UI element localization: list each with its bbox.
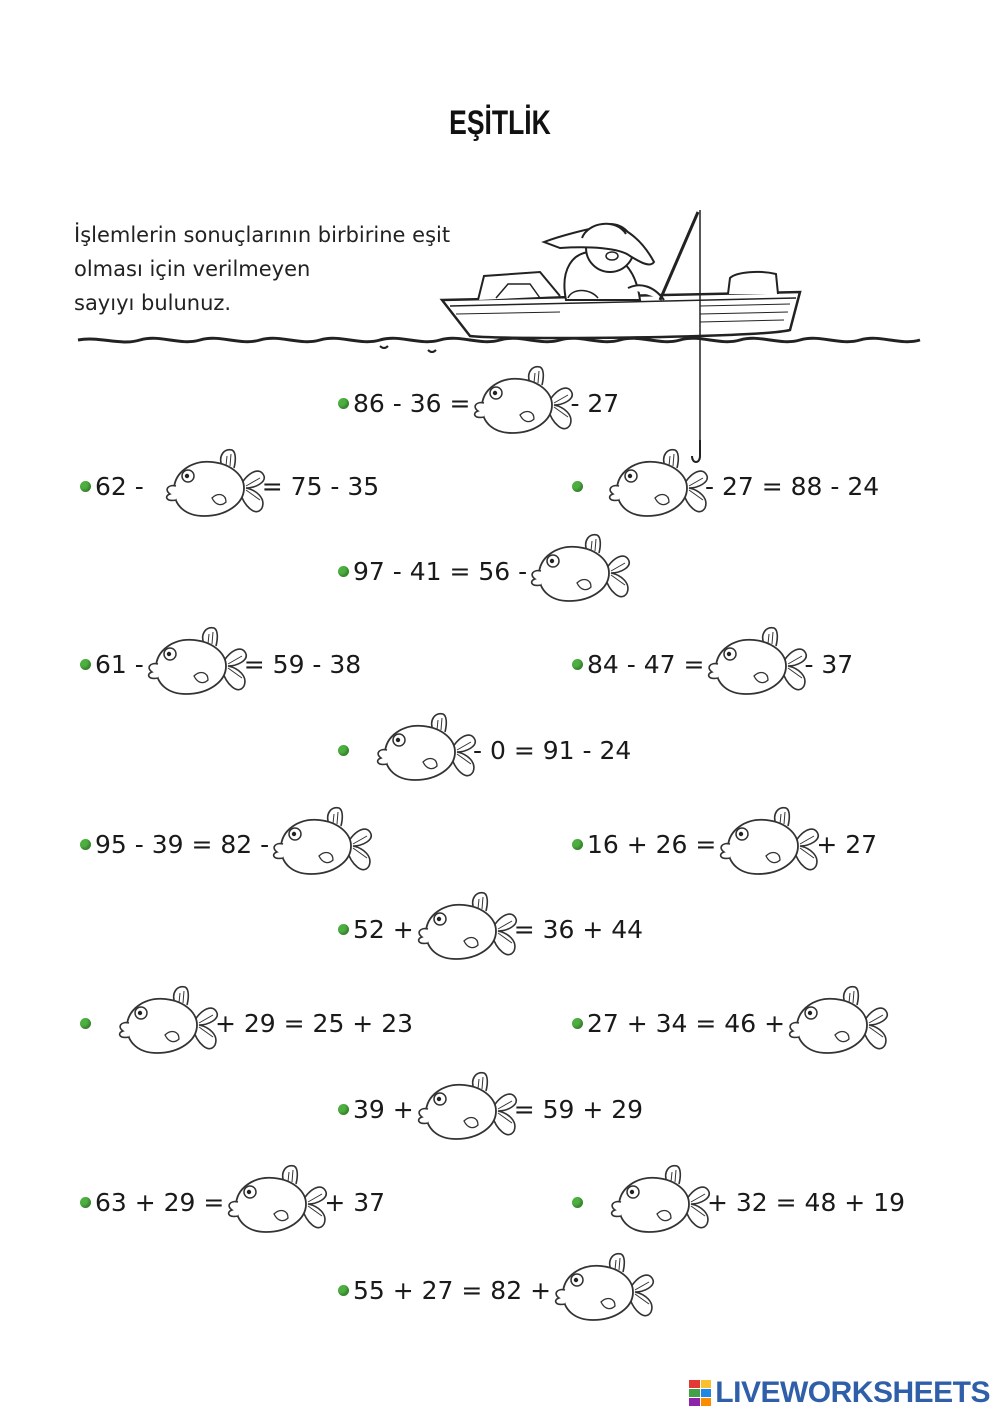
equation-left: 97 - 41 = 56 - (353, 556, 528, 586)
equation-3 (572, 446, 879, 526)
fish-answer-box[interactable] (698, 624, 810, 704)
bullet-icon (572, 1197, 583, 1208)
bullet-icon (80, 481, 91, 492)
equation-1 (338, 363, 619, 443)
equation-right: = 36 + 44 (513, 914, 644, 944)
fish-answer-box[interactable] (521, 531, 633, 611)
bullet-icon (80, 839, 91, 850)
equation-left: 39 + (353, 1094, 414, 1124)
equation-right: - 27 = 88 - 24 (705, 471, 880, 501)
equation-16 (338, 1250, 651, 1330)
equation-9 (572, 804, 877, 884)
instruction-line-2: olması için verilmeyen (74, 257, 311, 281)
equation-4 (338, 531, 627, 611)
equation-11 (80, 983, 413, 1063)
bullet-icon (338, 566, 349, 577)
fish-answer-box[interactable] (464, 363, 576, 443)
fish-answer-box[interactable] (408, 889, 520, 969)
bullet-icon (338, 745, 349, 756)
equation-14 (80, 1162, 385, 1242)
bullet-icon (338, 1104, 349, 1115)
equation-left: 86 - 36 = (353, 388, 471, 418)
equation-left: 27 + 34 = 46 + (587, 1008, 786, 1038)
equation-right: + 32 = 48 + 19 (707, 1187, 906, 1217)
instruction-line-3: sayıyı bulunuz. (74, 291, 232, 315)
footer-brand[interactable] (689, 1376, 990, 1410)
equation-2 (80, 446, 379, 526)
equation-left: 63 + 29 = (95, 1187, 225, 1217)
page-title: EŞİTLİK (449, 104, 551, 142)
bullet-icon (338, 1285, 349, 1296)
instruction-line-1: İşlemlerin sonuçlarının birbirine eşit (74, 223, 451, 247)
equation-left: 62 - (95, 471, 144, 501)
fish-answer-box[interactable] (601, 1162, 713, 1242)
fish-answer-box[interactable] (408, 1069, 520, 1149)
fish-answer-box[interactable] (138, 624, 250, 704)
equation-right: = 59 + 29 (513, 1094, 644, 1124)
bullet-icon (80, 659, 91, 670)
equation-15 (572, 1162, 905, 1242)
equation-left: 52 + (353, 914, 414, 944)
fish-answer-box[interactable] (218, 1162, 330, 1242)
liveworksheets-logo-icon (689, 1380, 711, 1406)
bullet-icon (572, 1018, 583, 1029)
fish-answer-box[interactable] (599, 446, 711, 526)
equation-6 (572, 624, 853, 704)
bullet-icon (338, 924, 349, 935)
bullet-icon (80, 1018, 91, 1029)
fish-answer-box[interactable] (779, 983, 891, 1063)
equation-left: 61 - (95, 649, 144, 679)
bullet-icon (572, 659, 583, 670)
bullet-icon (338, 398, 349, 409)
fish-answer-box[interactable] (367, 710, 479, 790)
equation-10 (338, 889, 643, 969)
bullet-icon (80, 1197, 91, 1208)
fish-answer-box[interactable] (545, 1250, 657, 1330)
equation-right: + 27 (816, 829, 878, 859)
equation-right: - 0 = 91 - 24 (473, 735, 632, 765)
equation-12 (572, 983, 885, 1063)
fishing-rod (660, 212, 698, 300)
fish-answer-box[interactable] (156, 446, 268, 526)
equation-right: + 37 (324, 1187, 386, 1217)
equation-right: - 27 (570, 388, 620, 418)
equation-7 (338, 710, 631, 790)
equation-13 (338, 1069, 643, 1149)
fish-answer-box[interactable] (263, 804, 375, 884)
equation-right: + 29 = 25 + 23 (215, 1008, 414, 1038)
equation-left: 84 - 47 = (587, 649, 705, 679)
equation-left: 55 + 27 = 82 + (353, 1275, 552, 1305)
equation-right: - 37 (804, 649, 854, 679)
equation-right: = 59 - 38 (243, 649, 362, 679)
bullet-icon (572, 481, 583, 492)
equation-right: = 75 - 35 (261, 471, 380, 501)
equation-8 (80, 804, 369, 884)
fish-answer-box[interactable] (710, 804, 822, 884)
equation-5 (80, 624, 361, 704)
equation-left: 95 - 39 = 82 - (95, 829, 270, 859)
brand-name: LIVEWORKSHEETS (715, 1376, 990, 1409)
equation-left: 16 + 26 = (587, 829, 717, 859)
fish-answer-box[interactable] (109, 983, 221, 1063)
bullet-icon (572, 839, 583, 850)
